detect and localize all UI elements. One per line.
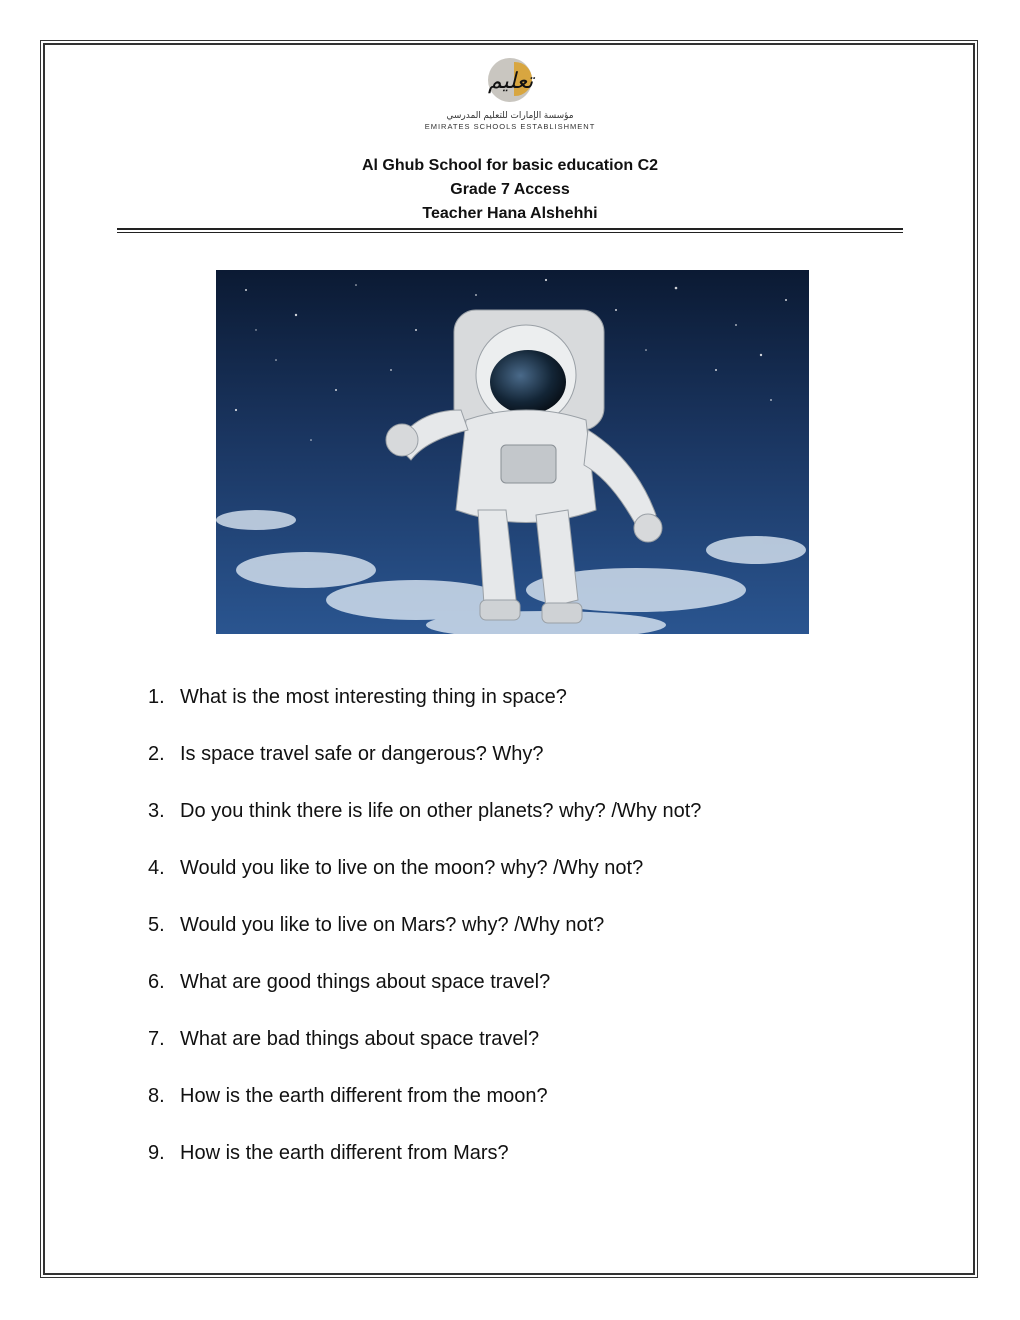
school-name: Al Ghub School for basic education C2 xyxy=(361,157,659,174)
question-text: Do you think there is life on other planets? why? /Why not? xyxy=(180,800,702,822)
question-text: What are good things about space travel? xyxy=(180,971,551,993)
logo-mark: تعليم xyxy=(488,69,534,94)
question-text: How is the earth different from Mars? xyxy=(180,1142,509,1164)
question-text: Is space travel safe or dangerous? Why? xyxy=(180,743,544,765)
question-text: Would you like to live on the moon? why? /Why not? xyxy=(180,857,644,879)
question-number: 1. xyxy=(148,686,165,708)
logo-english-name: EMIRATES SCHOOLS ESTABLISHMENT xyxy=(424,122,596,131)
question-text: What is the most interesting thing in space? xyxy=(180,686,567,708)
question-number: 9. xyxy=(148,1142,165,1164)
question-item xyxy=(148,686,908,743)
question-item xyxy=(148,743,908,800)
header-divider-thin xyxy=(117,232,903,233)
question-number: 3. xyxy=(148,800,165,822)
question-item xyxy=(148,971,908,1028)
question-list xyxy=(148,686,908,1199)
question-number: 8. xyxy=(148,1085,165,1107)
astronaut-photo-svg xyxy=(216,270,809,634)
question-item xyxy=(148,1085,908,1142)
logo-arabic-name: مؤسسة الإمارات للتعليم المدرسي xyxy=(446,110,574,120)
question-item xyxy=(148,857,908,914)
question-number: 2. xyxy=(148,743,165,765)
question-item xyxy=(148,800,908,857)
question-number: 4. xyxy=(148,857,165,879)
teacher-name: Teacher Hana Alshehhi xyxy=(422,205,598,222)
question-number: 6. xyxy=(148,971,165,993)
question-item xyxy=(148,1028,908,1085)
question-number: 7. xyxy=(148,1028,165,1050)
header-divider-thick xyxy=(117,228,903,230)
astronaut-photo xyxy=(216,270,809,634)
question-number: 5. xyxy=(148,914,165,936)
question-text: Would you like to live on Mars? why? /Why not? xyxy=(180,914,605,936)
grade-label: Grade 7 Access xyxy=(450,181,570,198)
question-text: What are bad things about space travel? xyxy=(180,1028,540,1050)
document-header xyxy=(0,154,1020,226)
question-item xyxy=(148,914,908,971)
school-logo xyxy=(418,58,602,134)
question-text: How is the earth different from the moon? xyxy=(180,1085,548,1107)
question-item xyxy=(148,1142,908,1199)
